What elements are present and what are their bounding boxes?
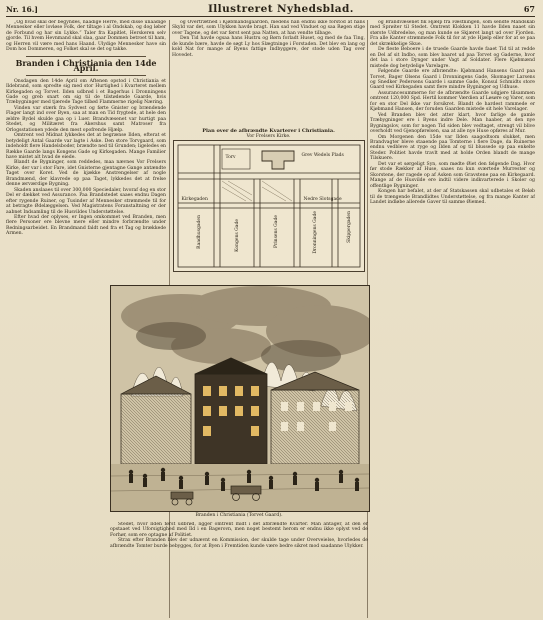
article-paragraph: Efter hvad der oplyses, er Ingen omkommet ved Branden, men flere Personer ere blevne mere eller mindre forbrændte under Redningsarbeidet. En Brandmand faldt ned fra et Tag og brækkede Armen. [6,214,166,237]
article-headline: Branden i Christiania den 14de April. [15,57,157,74]
engraving-illustration [111,286,369,511]
engraving-caption: Branden i Christiania (Torvet Gaard). [195,513,283,518]
bottom-text [110,522,368,618]
intro-paragraph: „Og hvad skal der begyndes, naadige Herre, med disse unaadige Mennesker eller lovløse Folk, der tiltage i al Ondskab, og dog løber de Forbund og har sin Lykke.“ Taler fra Kapitlet, Herskeren selv gjorde. Til hvem Hevnmand skal slaa, gaar Dommen betroet til ham, og Herren vil være med hans Haand. Ulydige Mennesker have sin Dom hos Dommeren, og Folket skal se det og takke. [6,20,166,53]
paper-title: Illustreret Nyhedsblad. [207,3,354,15]
map-label-nedre: Nedre Slotsgade [303,197,342,202]
article-paragraph: og Brandvæsenet fik Hjælp fra Fæstningen, som sendte Mandskab med Sprøiter til Stedet. Omtrent Klokken 11 havde Ilden naaet sin største Udbredelse, og man kunde se Skjæret langt ud over Fjorden. Fra alle Kanter strømmede Folk til for at yde Hjælp eller for at se paa det skrækkelige Skue. [370,20,535,47]
map-label-torv: Torv [225,155,236,160]
article-paragraph: Følgende Gaarde ere afbrændte: Kjøbmand Hansens Gaard paa Torvet, Bager Olsens Gaard i Dronningens Gade, Skomager Larsens og Snedker Pedersens Gaarde i samme Gade, Konsul Schmidts store Gaard ved Kirkegaden samt flere mindre Bygninger og Udhuse. [370,69,535,91]
article-paragraph: Onsdagen den 14de April om Aftenen opstod i Christiania et Ildebrand, som spredte sig med stor Hurtighed i Kvarteret mellem Kirkegaden og Torvet. Ilden udbrød i et Bagerhus i Dronningens Gade og greb snart om sig til de tilstødende Gaarde, hvis Træbygninger med tjærede Tage tilbød Flammerne rigelig Næring. [6,78,166,106]
map-label-kongens: Kongens Gade [234,219,240,252]
article-paragraph: Kongen har befalet, at der af Statskassen skal udbetales et Beløb til de trængende Brandlidtes Understøttelse, og fra mange Kanter af Landet indløbe allerede Gaver til samme Øiemed. [370,189,535,205]
fire-engraving [110,285,370,512]
header-rule [6,16,535,17]
article-paragraph: Den Tid havde ogsaa hans Hustru og Børn forladt Huset, og med de faa Ting, de kunde bære, havde de søgt Ly hos Slægtninge i Forstaden. Det blev en lang og kold Nat for mange af Byens fattige Indbyggere, der stode uden Tag over Hovedet. [172,36,365,58]
map-drawing [174,141,364,271]
article-paragraph: og Overtræthed i Kjøbmandsgaarden, medens han endnu ikke forstod at hans Skyld var det, som Ulykken havde bragt. Han sad ved Vinduet og saa Røgen stige over Tagene, og det var først sent paa Natten, at han vendte tilbage. [172,20,365,36]
article-paragraph: Vinden var stærk fra Sydvest og førte Gnister og brændende Flager langt ind over Byen, saa at man en Tid frygtede, at hele den ældre Bydel skulde gaa op i Luer. Brandvæsenet var hurtigt paa Stedet, og Militæret fra Akershus samt Matroser fra Orlogsstationen ydede den mest opofrende Hjælp. [6,105,166,133]
divider [26,75,146,76]
map-label-skipper: Skippergaden [346,211,352,243]
article-paragraph: Stedet, hvor Ilden først udbrød, ligger omtrent midt i det afbrændte Kvarter. Man antager, at den er opstaaet ved Uforsigtighed med Ild i en Bagerovn, men noget bestemt herom er endnu ikke oplyst ved de Forhør, som ere optagne af Politiet. [110,522,368,538]
article-paragraph: Blandt de Bygninger, som reddedes, maa nævnes Vor Frelsers Kirke, der var i stor Fare, idet Gnisterne gjentagne Gange antændte Taget over Koret. Ved de kjække Anstrengelser af nogle Brandmænd, der klavrede op paa Taget, lykkedes det at frelse denne ærværdige Bygning. [6,160,166,188]
divider [26,56,146,57]
map-label-kirkegade: Kirkegaden [181,197,208,202]
map-label-raadhus: Raadhusgaden [196,215,202,249]
map-label-plads: Grev Wedels Plads [301,153,344,158]
map-title: Plan over de afbrændte Kvarterer i Christiania. [202,128,335,134]
middle-text [172,20,365,124]
issue-number: Nr. 16.] [6,4,38,14]
article-paragraph: Ved Branden blev det atter klart, hvor farlige de gamle Træbygninger ere i Byens indre Dele. Man haaber, at den nye Bygningslov, som for nogen Tid siden blev vedtaget, strengt vil blive overholdt ved Gjenopførelsen, saa at alle nye Huse opføres af Mur. [370,112,535,135]
map-subtitle: Vor Frelsers Kirke. [246,134,291,139]
article-paragraph: Strax efter Branden blev der udnævnt en Kommission, der skulde tage under Overveielse, hvorledes de afbrændte Tomter burde bebygges, for at Byen i Fremtiden kunde være bedre sikret mod saadanne Ulykker. [110,538,368,549]
article-paragraph: Om Morgenen den 15de var Ilden saagodtsom slukket, men Brandvagter bleve staaende paa Tomterne i flere Dage, da Ruinerne endnu vedbleve at ryge og Ilden af og til blussede op paa enkelte Steder. Politiet havde travlt med at holde Orden blandt de mange Tilskuere. [370,134,535,162]
street-map [173,140,365,272]
column-right [370,20,535,618]
map-label-prinsens: Prinsens Gade [273,215,279,248]
article-paragraph: De fleste Beboere i de truede Gaarde havde faaet Tid til at redde en Del af sit Indbo, som blev baaret ud paa Torvet og Gaderne, hvor det laa i store Dynger under Vagt af Soldater. Flere Kjøbmænd mistede dog betydelige Varelagre. [370,47,535,69]
article-paragraph: Omtrent ved Midnat lykkedes det at begrænse Ilden, efterat et betydeligt Antal Gaarde var lagte i Aske. Den store Torvgaard, som indeholdt flere Handelsboder, brændte ned til Grunden; ligeledes en Række Gaarde langs Kongens Gade og Kirkegaden. Mange Familier have mistet alt hvad de eiede. [6,133,166,160]
map-label-dronningens: Dronningens Gade [312,211,318,254]
article-paragraph: Assurancesummerne for de afbrændte Gaarde udgjøre tilsammen omtrent 120,000 Spd. Hertil kommer Værdien af Løsøre og Varer, som for en stor Del ikke var forsikret. Blandt de hardest rammede er Kjøbmand Hansen, der foruden Gaarden mistede sit hele Varelager. [370,90,535,113]
page-number: 67 [523,4,535,14]
masthead [6,2,535,16]
column-middle [172,20,365,272]
article-paragraph: Det var et sørgeligt Syn, som mødte Øiet den følgende Dag. Hvor før stode Rækker af Huse, saaes nu kun sværtede Murrester og Skorstene, der ragede op af Asken som Gravstene paa en Kirkegaard. Mange af de Husvilde ere indtil videre indkvarterede i Skoler og offentlige Bygninger. [370,161,535,189]
article-paragraph: Skaden anslaaes til over 300,000 Speciedaler, hvoraf dog en stor Del er dækket ved Assurance. Paa Brandstedet saaes endnu Dagen efter rygende Ruiner, og Tusinder af Mennesker strømmede til for at betragte Ødelæggelsen. Ved Magistratens Foranstaltning er der aabnet Indsamling til de Husvildes Understøttelse. [6,187,166,215]
